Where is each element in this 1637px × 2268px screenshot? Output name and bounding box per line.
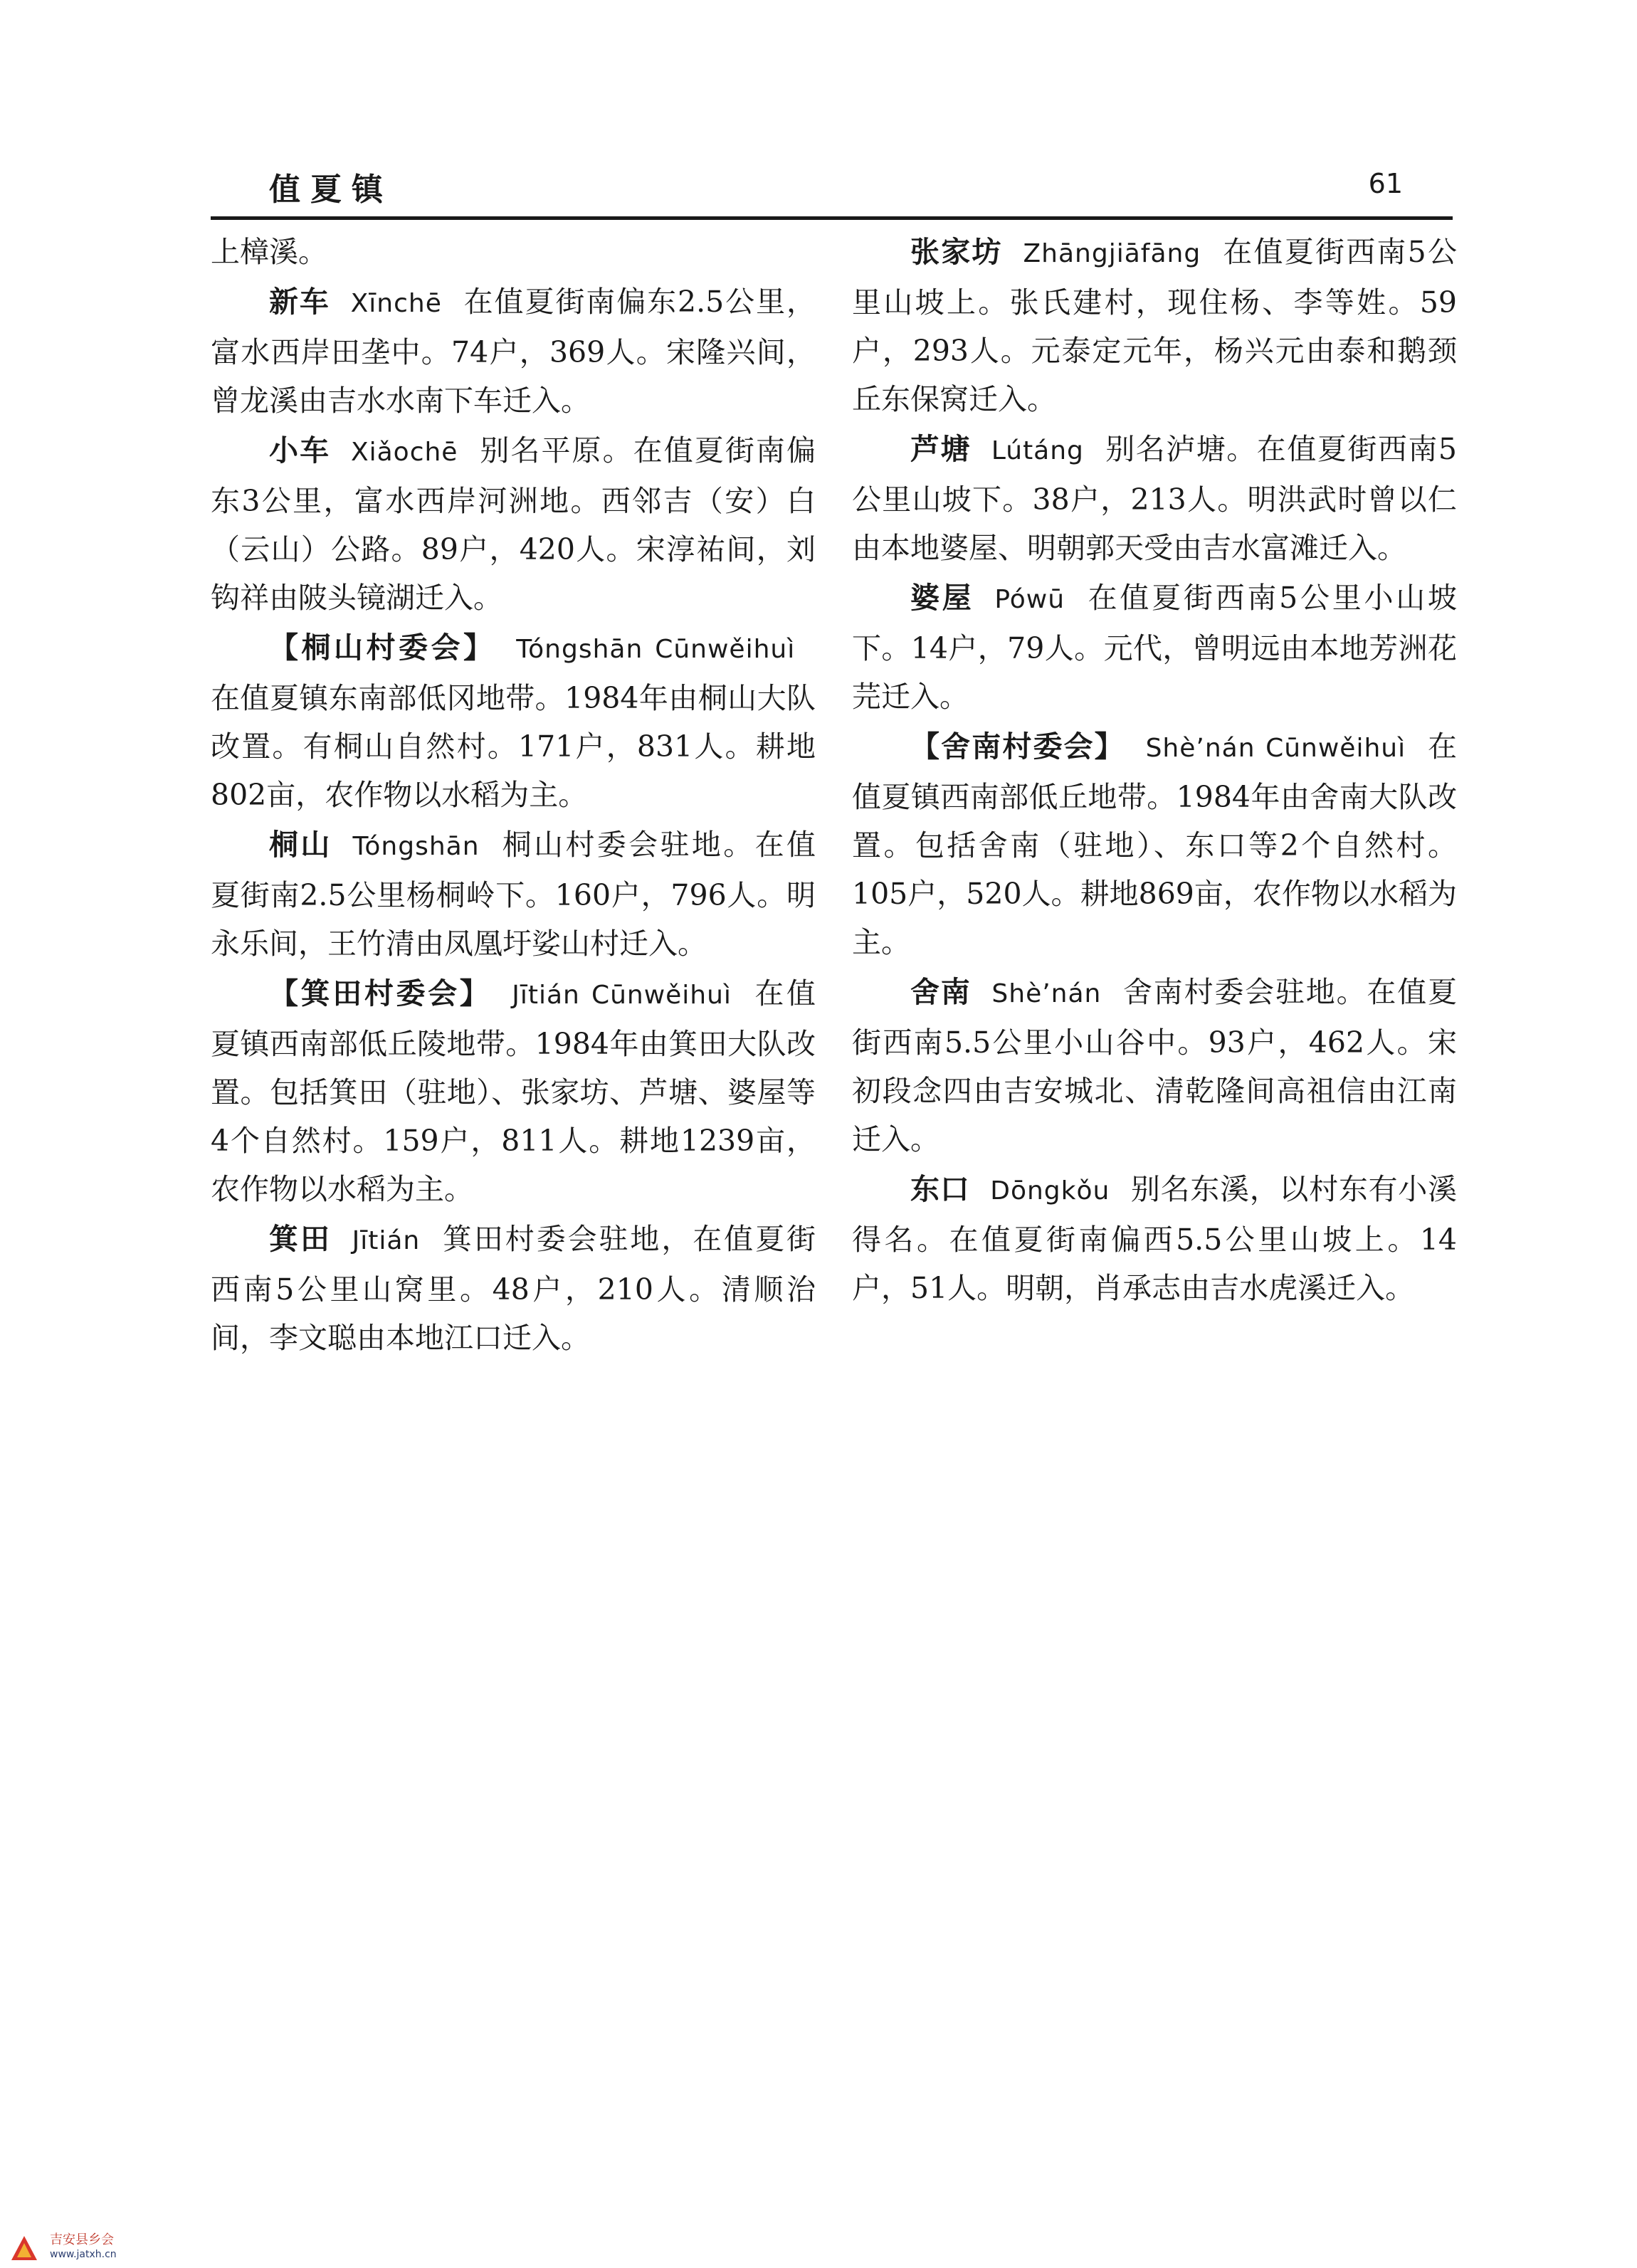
entry-dongkou	[852, 1165, 1457, 1312]
entry-zhangjiafang	[852, 228, 1457, 423]
entry-pinyin: Zhāngjiāfāng	[1023, 239, 1201, 268]
entry-jitian	[211, 1215, 816, 1362]
watermark-url: www.jatxh.cn	[50, 2249, 117, 2260]
entry-name: 张家坊	[910, 235, 1003, 269]
continuation-paragraph	[211, 228, 816, 276]
site-watermark	[10, 2233, 167, 2264]
entry-name: 箕田	[269, 1222, 332, 1256]
entry-text: 桐山村委会驻地。在值夏街南2.5公里杨桐岭下。160户，796人。明永乐间，王竹清由凤凰圩娑山村迁入。	[211, 828, 816, 961]
entry-pinyin: Xiǎochē	[350, 438, 458, 467]
entry-name: 芦塘	[910, 432, 972, 466]
page-header	[211, 158, 1453, 219]
entry-text: 在值夏街西南5公里小山坡下。14户，79人。元代，曾明远由本地芳洲花芫迁入。	[852, 581, 1457, 714]
entry-text: 别名东溪，以村东有小溪得名。在值夏街南偏西5.5公里山坡上。14户，51人。明朝，肖承志由吉水虎溪迁入。	[852, 1172, 1458, 1305]
entry-text: 舍南村委会驻地。在值夏街西南5.5公里小山谷中。93户，462人。宋初段念四由吉安城北、清乾隆间高祖信由江南迁入。	[852, 975, 1458, 1156]
page-number: 61	[1368, 168, 1403, 199]
entry-xiaoche	[211, 426, 816, 622]
entry-pinyin: Pówū	[994, 585, 1065, 614]
entry-pinyin: Shè’nán	[991, 979, 1102, 1008]
entry-tongshan	[211, 821, 816, 968]
entry-shenan	[852, 968, 1457, 1164]
entry-name: 东口	[910, 1172, 970, 1206]
header-rule	[211, 216, 1453, 220]
entry-shenan-committee	[852, 722, 1457, 966]
entry-text: 上樟溪。	[211, 235, 327, 269]
entry-name: 【箕田村委会】	[269, 976, 492, 1011]
entry-name: 【舍南村委会】	[910, 729, 1125, 764]
watermark-site-name: 吉安县乡会	[50, 2232, 114, 2247]
entry-name: 婆屋	[910, 581, 974, 615]
running-head-title: 值夏镇	[269, 172, 393, 208]
entry-pinyin: Shè’nán Cūnwěihuì	[1145, 734, 1406, 763]
entry-text: 在值夏街南偏东2.5公里，富水西岸田垄中。74户，369人。宋隆兴间，曾龙溪由吉水水南下车迁入。	[211, 285, 816, 418]
entry-text: 在值夏镇西南部低丘陵地带。1984年由箕田大队改置。包括箕田（驻地）、张家坊、芦塘、婆屋等4个自然村。159户，811人。耕地1239亩，农作物以水稻为主。	[211, 976, 816, 1206]
entry-pinyin: Jītián Cūnwěihuì	[512, 981, 732, 1010]
entry-name: 桐山	[269, 828, 332, 862]
entry-tongshan-committee	[211, 623, 816, 819]
entry-xinche	[211, 278, 816, 425]
entry-pinyin: Dōngkǒu	[990, 1176, 1110, 1206]
entry-text: 别名泸塘。在值夏街西南5公里山坡下。38户，213人。明洪武时曾以仁由本地婆屋、明朝郭天受由吉水富滩迁入。	[852, 432, 1457, 565]
entry-text: 箕田村委会驻地，在值夏街西南5公里山窝里。48户，210人。清顺治间，李文聪由本地江口迁入。	[211, 1222, 816, 1355]
entry-pinyin: Xīnchē	[350, 289, 442, 318]
entry-name: 舍南	[910, 975, 972, 1009]
entry-name: 新车	[269, 285, 330, 319]
entry-text: 在值夏镇东南部低冈地带。1984年由桐山大队改置。有桐山自然村。171户，831人。耕地802亩，农作物以水稻为主。	[211, 681, 816, 812]
entry-text: 别名平原。在值夏街南偏东3公里，富水西岸河洲地。西邻吉（安）白（云山）公路。89户，420人。宋淳祐间，刘钩祥由陂头镜湖迁入。	[211, 433, 816, 615]
entry-text: 在值夏街西南5公里山坡上。张氏建村，现住杨、李等姓。59户，293人。元泰定元年，杨兴元由泰和鹅颈丘东保窝迁入。	[852, 235, 1457, 416]
entry-pinyin: Tóngshān	[352, 832, 480, 861]
entry-name: 小车	[269, 433, 331, 468]
entry-pinyin: Tóngshān Cūnwěihuì	[516, 635, 796, 664]
right-column	[852, 228, 1457, 1314]
left-column	[211, 228, 816, 1364]
entry-jitian-committee	[211, 969, 816, 1213]
entry-lutang	[852, 425, 1457, 572]
entry-text: 在值夏镇西南部低丘地带。1984年由舍南大队改置。包括舍南（驻地）、东口等2个自然村。105户，520人。耕地869亩，农作物以水稻为主。	[852, 729, 1458, 959]
entry-name: 【桐山村委会】	[269, 631, 496, 665]
entry-pinyin: Jītián	[352, 1226, 421, 1255]
site-logo-icon	[10, 2235, 38, 2262]
entry-powu	[852, 574, 1457, 721]
entry-pinyin: Lútáng	[991, 436, 1084, 465]
